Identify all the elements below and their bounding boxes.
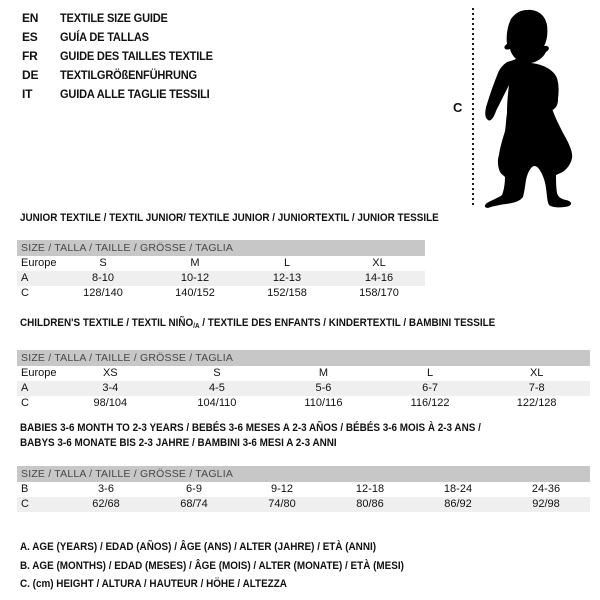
table-cell: 80/86 xyxy=(356,498,384,510)
legend-line-c: C. (cm) HEIGHT / ALTURA / HAUTEUR / HÖHE / ALTEZZA xyxy=(20,578,287,590)
baby-silhouette-image xyxy=(478,5,600,212)
table-row xyxy=(17,396,590,411)
children-size-table xyxy=(17,350,590,411)
row-label: C xyxy=(21,287,29,299)
language-code: FR xyxy=(22,49,38,63)
language-code: IT xyxy=(22,87,33,101)
section-babies-textile xyxy=(17,421,590,512)
table-cell: 116/122 xyxy=(410,397,450,409)
table-row xyxy=(17,497,590,512)
table-cell: 10-12 xyxy=(180,272,210,284)
language-row xyxy=(22,85,226,104)
section-title xyxy=(20,211,439,226)
section-junior-textile xyxy=(17,211,439,301)
row-label: C xyxy=(21,397,29,409)
junior-size-table xyxy=(17,240,425,301)
size-header-bar: SIZE / TALLA / TAILLE / GRÖSSE / TAGLIA xyxy=(17,350,590,366)
section-title xyxy=(20,316,590,334)
row-label: A xyxy=(21,272,29,284)
table-cell: 92/98 xyxy=(532,498,560,510)
language-code: ES xyxy=(22,30,38,44)
language-code: EN xyxy=(22,11,39,25)
table-cell: 3-4 xyxy=(102,382,119,394)
table-cell: 9-12 xyxy=(270,483,294,495)
section-title-line1: BABIES 3-6 MONTH TO 2-3 YEARS / BEBÉS 3-6 MESES A 2-3 AÑOS / BÉBÉS 3-6 MOIS À 2-3 ANS / xyxy=(20,422,481,434)
table-cell: 7-8 xyxy=(528,382,545,394)
table-cell: 5-6 xyxy=(315,382,332,394)
table-row xyxy=(17,366,590,381)
table-cell: 152/158 xyxy=(267,287,307,299)
size-header-bar: SIZE / TALLA / TAILLE / GRÖSSE / TAGLIA xyxy=(17,466,590,482)
size-header-bar: SIZE / TALLA / TAILLE / GRÖSSE / TAGLIA xyxy=(17,240,425,256)
row-label: Europe xyxy=(21,367,57,379)
table-cell: XS xyxy=(102,367,118,379)
table-cell: 18-24 xyxy=(443,483,473,495)
section-title xyxy=(20,421,590,451)
table-cell: 14-16 xyxy=(364,272,394,284)
language-row xyxy=(22,9,226,28)
table-cell: S xyxy=(99,257,107,269)
table-cell: 4-5 xyxy=(208,382,225,394)
table-cell: XL xyxy=(529,367,544,379)
table-row xyxy=(17,482,590,497)
table-row xyxy=(17,271,425,286)
language-code: DE xyxy=(22,68,39,82)
language-title: GUIDA ALLE TAGLIE TESSILI xyxy=(60,87,210,101)
row-label: B xyxy=(21,483,29,495)
table-cell: 158/170 xyxy=(359,287,399,299)
table-cell: 104/110 xyxy=(197,397,237,409)
table-cell: 8-10 xyxy=(91,272,115,284)
table-cell: L xyxy=(427,367,434,379)
table-cell: 128/140 xyxy=(83,287,123,299)
table-cell: 86/92 xyxy=(444,498,472,510)
table-row xyxy=(17,381,590,396)
table-cell: 74/80 xyxy=(268,498,296,510)
language-row xyxy=(22,47,226,66)
language-row xyxy=(22,28,226,47)
section-title-text: JUNIOR TEXTILE / TEXTIL JUNIOR/ TEXTILE JUNIOR / JUNIORTEXTIL / JUNIOR TESSILE xyxy=(20,212,439,224)
row-label: A xyxy=(21,382,29,394)
table-cell: 12-13 xyxy=(272,272,302,284)
language-title: TEXTILE SIZE GUIDE xyxy=(60,11,168,25)
height-measure-label: C xyxy=(453,100,463,115)
language-row xyxy=(22,66,226,85)
table-cell: M xyxy=(190,257,200,269)
row-label: Europe xyxy=(21,257,57,269)
legend-line-b: B. AGE (MONTHS) / EDAD (MESES) / ÂGE (MOIS) / ALTER (MONATE) / ETÀ (MESI) xyxy=(20,559,404,572)
table-cell: XL xyxy=(372,257,386,269)
section-title-line2: BABYS 3-6 MONATE BIS 2-3 JAHRE / BAMBINI 3-6 MESI A 2-3 ANNI xyxy=(20,437,337,449)
table-cell: 62/68 xyxy=(92,498,120,510)
language-title: GUÍA DE TALLAS xyxy=(60,30,149,44)
table-cell: 12-18 xyxy=(355,483,385,495)
table-cell: 110/116 xyxy=(304,397,343,409)
table-cell: 6-7 xyxy=(422,382,439,394)
title-subscript: /A xyxy=(193,323,200,330)
table-row xyxy=(17,286,425,301)
table-cell: 140/152 xyxy=(175,287,215,299)
table-cell: 3-6 xyxy=(98,483,114,495)
table-cell: S xyxy=(213,367,221,379)
table-cell: M xyxy=(318,367,329,379)
language-title: GUIDE DES TAILLES TEXTILE xyxy=(60,49,213,63)
table-cell: 68/74 xyxy=(180,498,208,510)
section-childrens-textile xyxy=(17,316,590,411)
section-title-text: CHILDREN'S TEXTILE / TEXTIL $NIÑO_{/A}$ / TEXTILE DES ENFANTS / KINDERTEXTIL / BAMBINI TESSILE xyxy=(20,317,496,330)
height-dotted-line xyxy=(472,8,474,206)
language-title: TEXTILGRÖßENFÜHRUNG xyxy=(60,68,197,82)
table-cell: L xyxy=(283,257,291,269)
legend-line-a: A. AGE (YEARS) / EDAD (AÑOS) / ÂGE (ANS) / ALTER (JAHRE) / ETÀ (ANNI) xyxy=(20,541,377,553)
table-row xyxy=(17,256,425,271)
babies-size-table xyxy=(17,466,590,512)
table-cell: 98/104 xyxy=(93,397,128,409)
table-cell: 6-9 xyxy=(186,483,202,495)
table-cell: 122/128 xyxy=(516,397,557,409)
table-cell: 24-36 xyxy=(531,483,561,495)
row-label: C xyxy=(21,498,29,510)
language-title-list xyxy=(22,9,226,104)
legend xyxy=(20,538,447,594)
